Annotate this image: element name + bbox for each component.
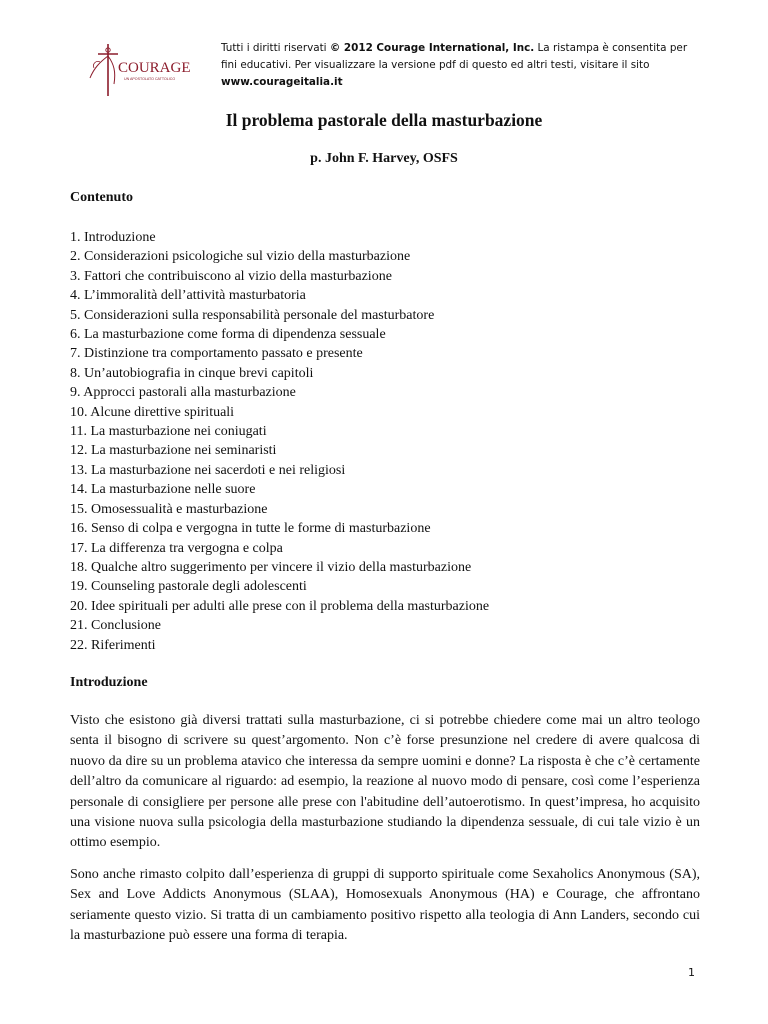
- toc-item: 19. Counseling pastorale degli adolescenti: [70, 579, 307, 595]
- copyright-holder: © 2012 Courage International, Inc.: [329, 42, 535, 54]
- document-author: p. John F. Harvey, OSFS: [310, 151, 458, 166]
- toc-item: 1. Introduzione: [70, 230, 156, 245]
- table-of-contents: [70, 228, 489, 655]
- toc-item: 6. La masturbazione come forma di dipendenza sessuale: [70, 327, 386, 343]
- toc-item: 3. Fattori che contribuiscono al vizio della masturbazione: [70, 268, 392, 284]
- logo-wordmark: COURAGE: [118, 60, 191, 76]
- toc-item: 20. Idee spirituali per adulti alle prese con il problema della masturbazione: [70, 598, 490, 614]
- toc-item: 4. L’immoralità dell’attività masturbatoria: [70, 288, 306, 304]
- toc-item: 8. Un’autobiografia in cinque brevi capitoli: [70, 365, 314, 381]
- page-number: 1: [688, 966, 695, 979]
- website-link[interactable]: www.courageitalia.it: [221, 76, 343, 88]
- intro-paragraph-2: Sono anche rimasto colpito dall’esperienza di gruppi di supporto spirituale come Sexaholics Anonymous (SA), Sex and Love Addicts Anonymous (SLAA), Homosexuals Anonymous (HA) e Courage, che affrontano seriamente questo vizio. Si tratta di un cambiamento positivo rispetto alla teologia di Ann Landers, secondo cui la masturbazione può essere una forma di terapia.: [70, 867, 700, 944]
- courage-cross-logo-icon: [86, 42, 191, 98]
- toc-item: 9. Approcci pastorali alla masturbazione: [70, 385, 296, 401]
- toc-item: 15. Omosessualità e masturbazione: [70, 501, 268, 517]
- copyright-prefix: Tutti i diritti riservati: [221, 42, 330, 54]
- toc-item: 22. Riferimenti: [70, 637, 156, 653]
- toc-item: 10. Alcune direttive spirituali: [70, 404, 235, 420]
- copyright-suffix: La ristampa è consentita per fini educativi. Per visualizzare la versione pdf di questo ed altri testi, visitare il sito: [221, 42, 688, 71]
- intro-paragraph-1: Visto che esistono già diversi trattati sulla masturbazione, ci si potrebbe chiedere come mai un altro teologo senta il bisogno di scrivere su quest’argomento. Non c’è forse presunzione nel credere di avere qualcosa di nuovo da dire su un problema atavico che interessa da sempre uomini e donne? La risposta è che c’è certamente dell’altro da comunicare al riguardo: ad esempio, la reazione al nuovo modo di pensare, così come l’esperienza personale di consigliere per persone alle prese con l'abitudine dell’autoerotismo. In quest’impresa, ho acquisito una visione nuova sulla psicologia della masturbazione studiando la dipendenza sessuale, di cui tale vizio è un ottimo esempio.: [70, 713, 700, 851]
- toc-item: 18. Qualche altro suggerimento per vincere il vizio della masturbazione: [70, 559, 472, 575]
- toc-item: 21. Conclusione: [70, 618, 161, 634]
- toc-item: 14. La masturbazione nelle suore: [70, 482, 256, 498]
- logo-tagline: UN APOSTOLATO CATTOLICO: [124, 77, 176, 81]
- toc-item: 12. La masturbazione nei seminaristi: [70, 443, 277, 459]
- contents-heading: Contenuto: [70, 190, 134, 205]
- toc-item: 11. La masturbazione nei coniugati: [70, 424, 267, 440]
- toc-item: 13. La masturbazione nei sacerdoti e nei religiosi: [70, 462, 346, 478]
- courage-logo: [86, 42, 191, 98]
- toc-item: 7. Distinzione tra comportamento passato e presente: [70, 346, 363, 362]
- toc-item: 2. Considerazioni psicologiche sul vizio della masturbazione: [70, 249, 411, 265]
- toc-item: 16. Senso di colpa e vergogna in tutte le forme di masturbazione: [70, 521, 431, 537]
- document-title: Il problema pastorale della masturbazione: [225, 110, 543, 130]
- copyright-notice: [221, 40, 691, 91]
- toc-item: 5. Considerazioni sulla responsabilità personale del masturbatore: [70, 307, 435, 323]
- introduction-heading: Introduzione: [70, 675, 148, 690]
- toc-item: 17. La differenza tra vergogna e colpa: [70, 540, 283, 556]
